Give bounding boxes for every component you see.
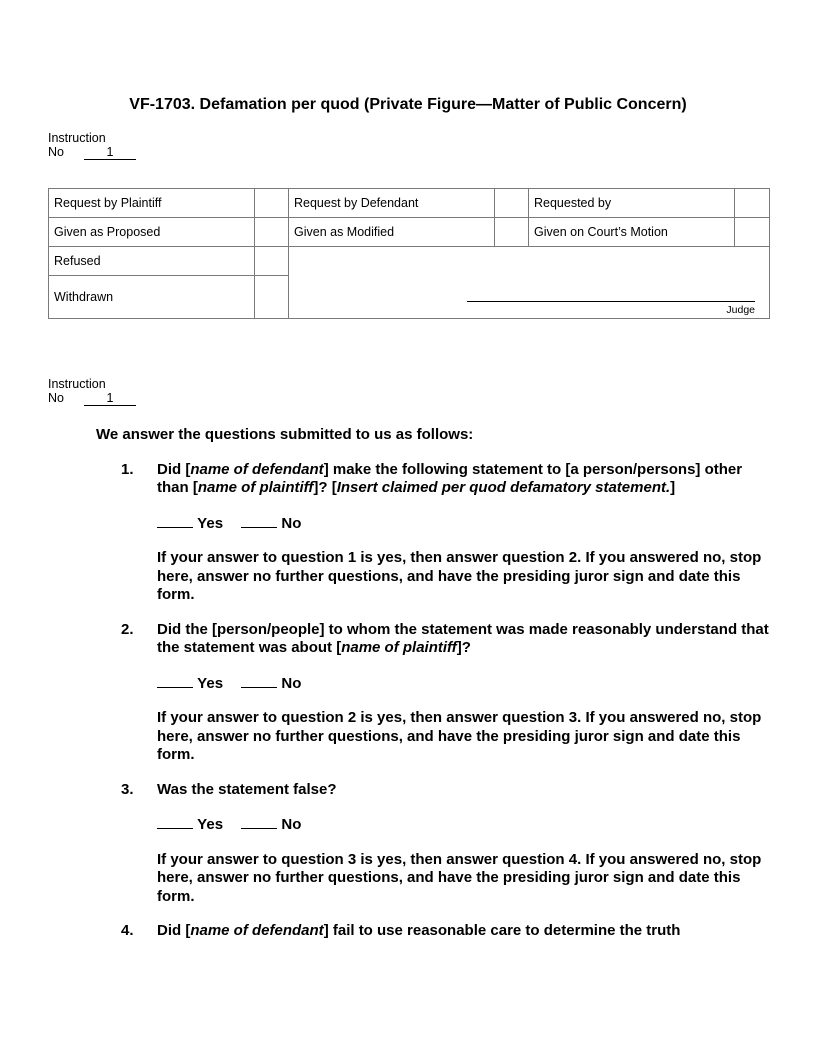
yes-label: Yes: [197, 816, 224, 833]
yes-label: Yes: [197, 674, 224, 692]
yes-blank[interactable]: [157, 514, 193, 528]
given-on-courts-motion-checkbox[interactable]: [735, 218, 770, 247]
question-text: Did [name of defendant] fail to use reasonable care to determine the truth: [157, 922, 681, 939]
request-by-defendant-label: Request by Defendant: [289, 189, 495, 218]
question-instruction: If your answer to question 3 is yes, then answer question 4. If you answered no, stop here, answer no further questions, and have the presiding juror sign and date this form.: [157, 850, 762, 905]
question-instruction: If your answer to question 1 is yes, then answer question 2. If you answered no, stop here, answer no further questions, and have the presiding juror sign and date this form.: [157, 549, 762, 603]
request-by-defendant-checkbox[interactable]: [495, 189, 529, 218]
given-as-modified-checkbox[interactable]: [495, 218, 529, 247]
withdrawn-checkbox[interactable]: [255, 276, 289, 319]
requested-by-checkbox[interactable]: [735, 189, 770, 218]
request-by-plaintiff-checkbox[interactable]: [255, 189, 289, 218]
no-blank[interactable]: [241, 674, 277, 688]
instruction-label: Instruction: [48, 377, 106, 391]
withdrawn-label: Withdrawn: [49, 276, 255, 319]
given-as-proposed-checkbox[interactable]: [255, 218, 289, 247]
intro-text: We answer the questions submitted to us as follows:: [96, 426, 474, 443]
request-table: [48, 188, 770, 319]
yes-no-answer: [157, 674, 776, 694]
no-label: No: [281, 514, 302, 532]
instruction-number: 1: [84, 146, 136, 160]
question-text: Did [name of defendant] make the following statement to [a person/persons] other than [name of plaintiff]? [Insert claimed per quod defamatory statement.]: [157, 460, 743, 496]
yes-blank[interactable]: [157, 674, 193, 688]
question-4: [96, 922, 776, 941]
judge-signature-line[interactable]: [467, 301, 755, 302]
no-label: No: [281, 674, 302, 692]
yes-no-answer: [157, 514, 776, 534]
question-1: [96, 461, 776, 605]
question-2: [96, 621, 776, 765]
question-number: 2.: [121, 620, 134, 638]
instruction-no-label: No: [48, 391, 64, 405]
question-number: 4.: [121, 922, 134, 939]
judge-label: Judge: [726, 304, 755, 316]
no-blank[interactable]: [241, 514, 277, 528]
question-instruction: If your answer to question 2 is yes, then answer question 3. If you answered no, stop here, answer no further questions, and have the presiding juror sign and date this form.: [157, 709, 762, 763]
question-number: 1.: [121, 460, 134, 478]
yes-label: Yes: [197, 514, 224, 532]
no-blank[interactable]: [241, 815, 277, 829]
question-text: Did the [person/people] to whom the statement was made reasonably understand that the statement was about [name of plaintiff]?: [157, 620, 769, 656]
instruction-number-block: [48, 131, 136, 160]
question-number: 3.: [121, 780, 134, 798]
page-title: VF-1703. Defamation per quod (Private Figure—Matter of Public Concern): [129, 96, 687, 113]
instruction-no-label: No: [48, 145, 64, 159]
request-by-plaintiff-label: Request by Plaintiff: [49, 189, 255, 218]
instruction-number-block-2: [48, 377, 136, 406]
question-text: Was the statement false?: [157, 780, 337, 798]
no-label: No: [281, 816, 302, 833]
given-as-modified-label: Given as Modified: [289, 218, 495, 247]
judge-signature-area: [289, 247, 770, 319]
instruction-number: 1: [84, 392, 136, 406]
yes-no-answer: [157, 815, 776, 835]
given-as-proposed-label: Given as Proposed: [49, 218, 255, 247]
requested-by-label: Requested by: [529, 189, 735, 218]
given-on-courts-motion-label: Given on Court’s Motion: [529, 218, 735, 247]
verdict-form-body: [96, 426, 776, 957]
instruction-label: Instruction: [48, 131, 106, 145]
question-3: [96, 781, 776, 907]
refused-checkbox[interactable]: [255, 247, 289, 276]
refused-label: Refused: [49, 247, 255, 276]
yes-blank[interactable]: [157, 815, 193, 829]
